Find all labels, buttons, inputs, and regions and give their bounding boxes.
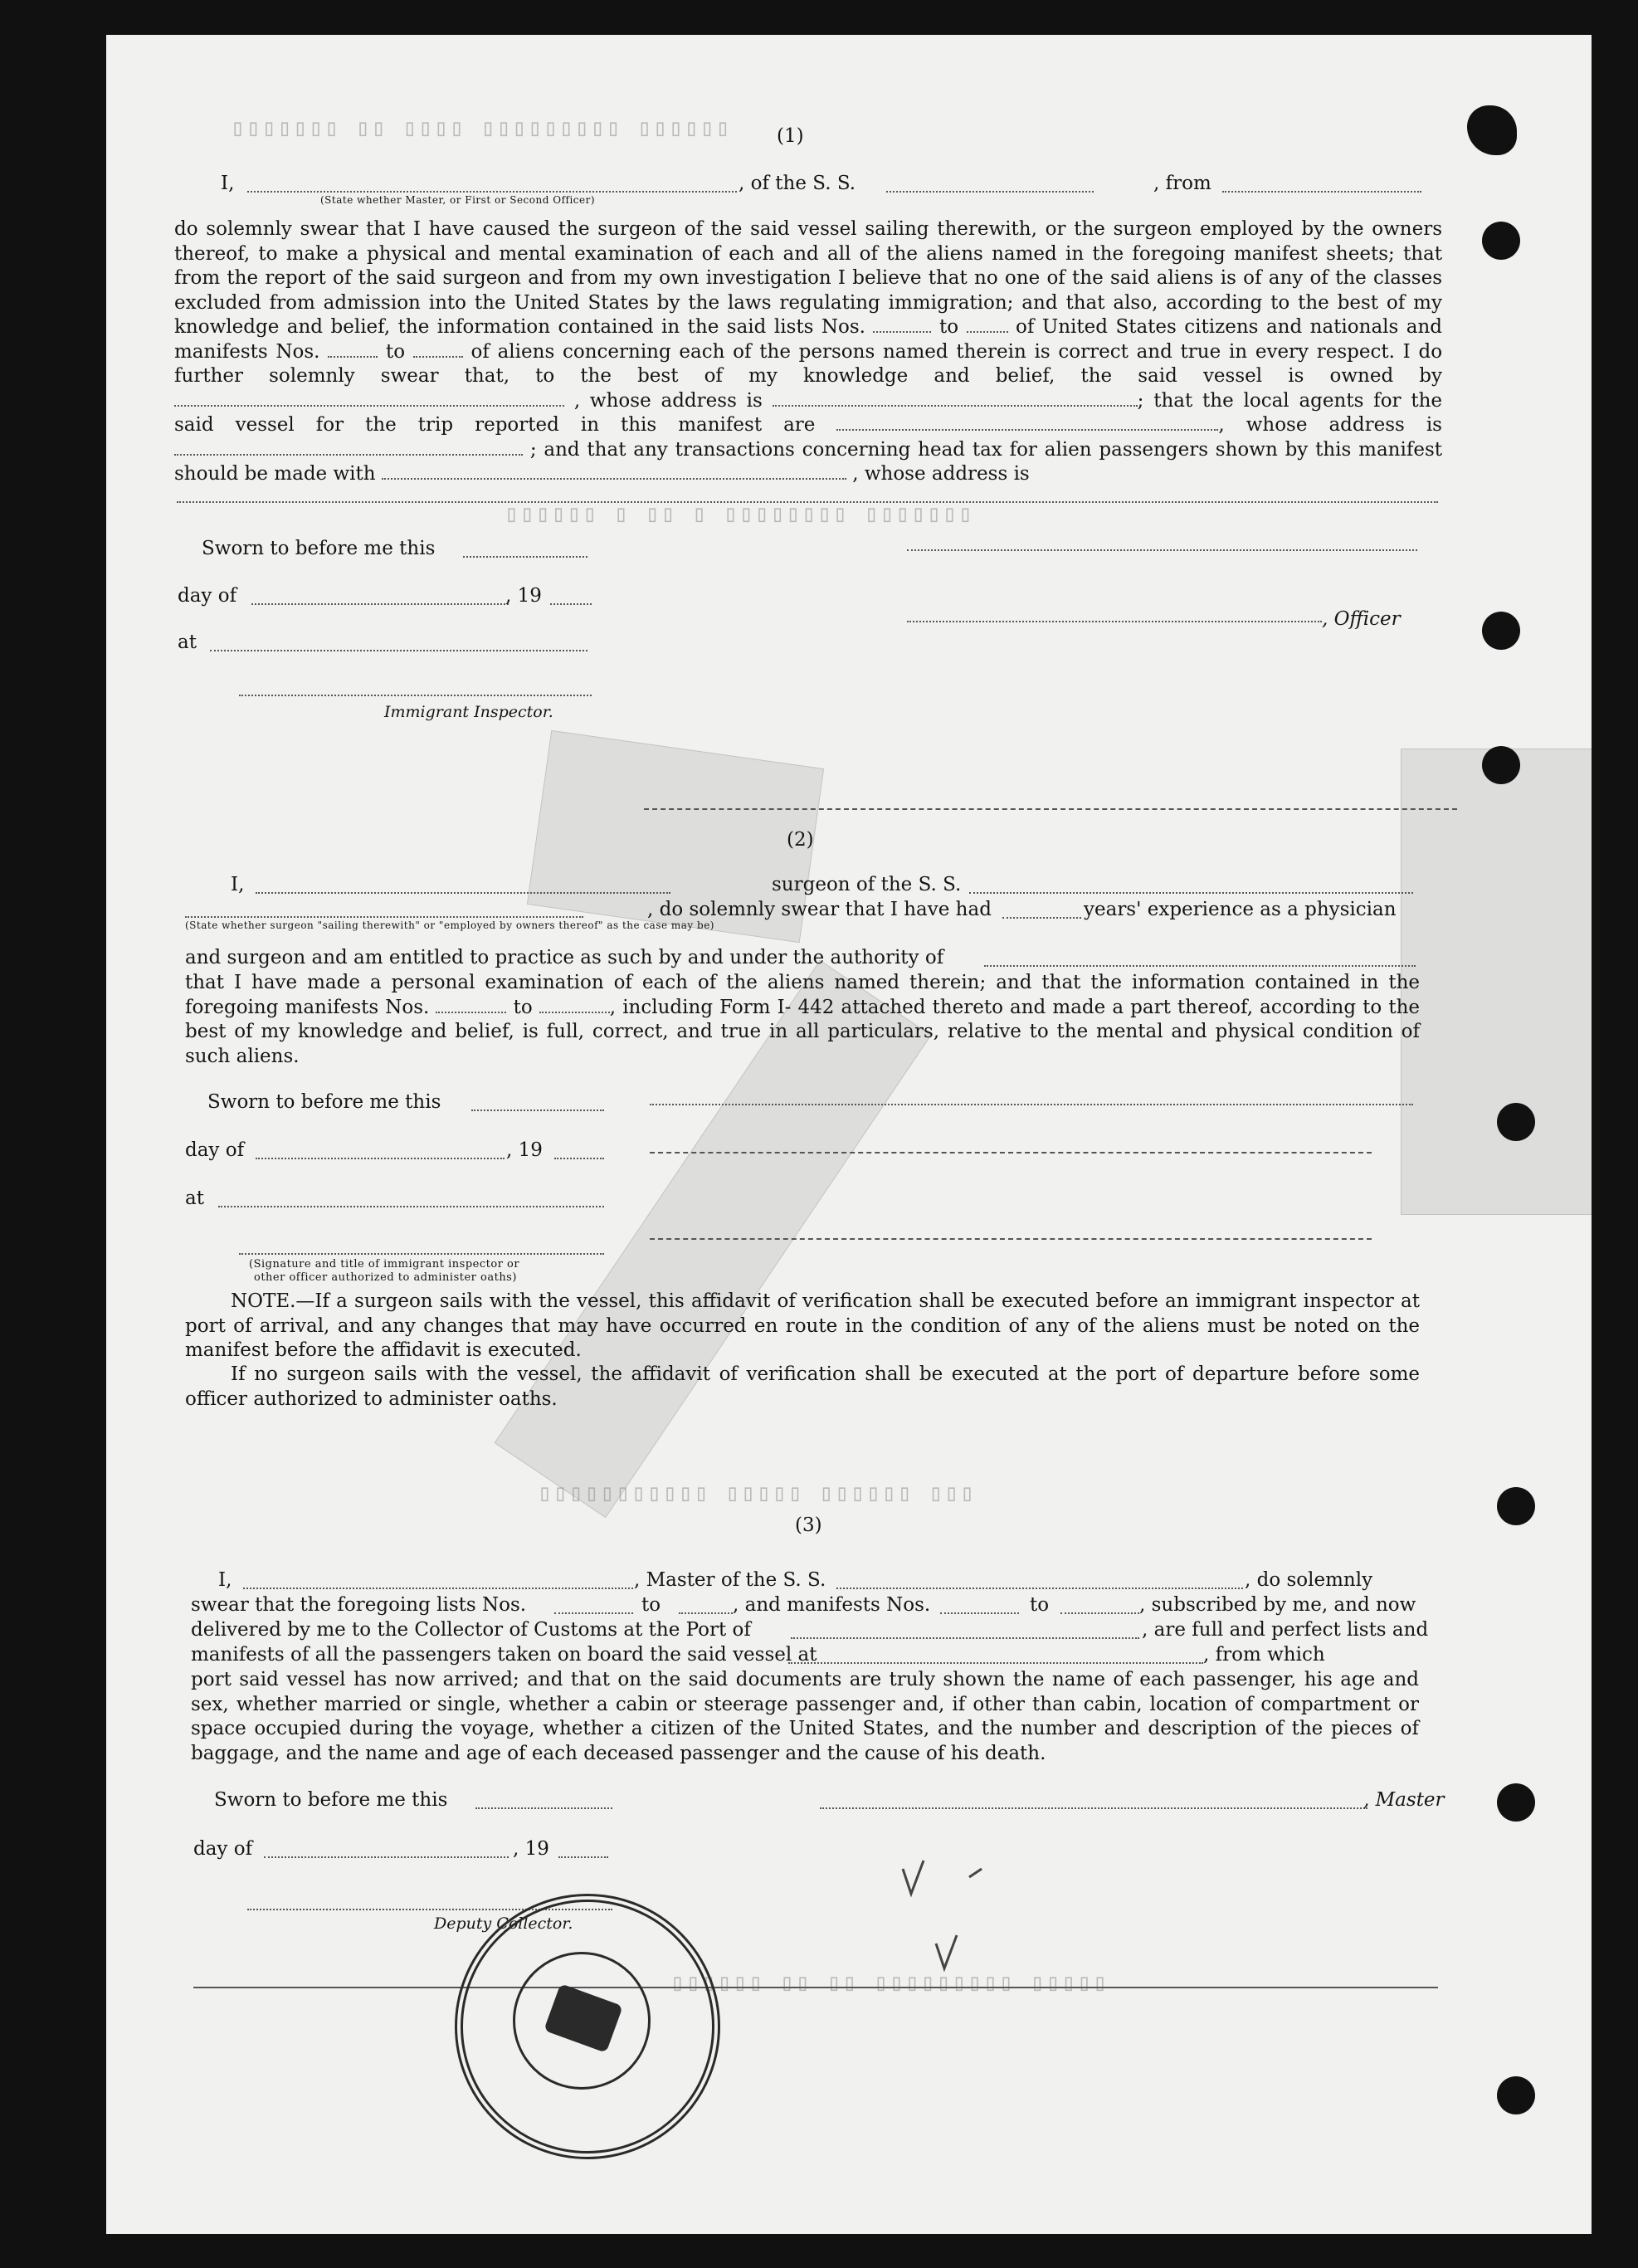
sworn-label-3: Sworn to before me this xyxy=(214,1789,448,1811)
agents-address-label: whose address is xyxy=(1246,414,1442,436)
year-field-1[interactable] xyxy=(550,603,592,605)
section-3-number: (3) xyxy=(795,1514,822,1536)
inspector-signature-field-2[interactable] xyxy=(239,1253,604,1255)
master-name-field[interactable] xyxy=(243,1588,633,1589)
officer-i-label: I, xyxy=(221,173,235,194)
boarded-at-field[interactable] xyxy=(788,1662,1203,1664)
oath-text: do solemnly swear that I have caused the surgeon of the said vessel sailing therewith, or the surgeon employed by the owners thereof, to make a physical and mental examination of each and all of the aliens named in the foregoing manifest sheets; that from the report of the said surgeon and from my own investigation I believe that no one of the said aliens is of any of the classes excluded from admission into the United States by the laws regulating immigration; and that also, according to the best of my knowledge and belief, the information contained in the said lists Nos. xyxy=(174,218,1442,338)
port-of-field[interactable] xyxy=(791,1637,1139,1639)
manifests-to-label: to xyxy=(385,340,406,363)
years-physician-label: years' experience as a physician xyxy=(1084,899,1397,920)
day-of-label-3: day of xyxy=(193,1838,253,1860)
punch-hole xyxy=(1497,1103,1535,1141)
punch-hole xyxy=(1497,1487,1535,1525)
witness-field-a[interactable] xyxy=(650,1104,1413,1105)
manifests-label-3: , and manifests Nos. xyxy=(733,1594,931,1616)
head-tax-text: ; and that any transactions concerning head tax for alien passengers shown by this manifest should be made with xyxy=(174,438,1442,485)
sworn-date-field-3[interactable] xyxy=(475,1807,612,1809)
section-2-number: (2) xyxy=(787,829,814,851)
bleed-through-text: ▯▯▯▯▯▯▯ ▯▯ ▯▯▯▯ ▯▯▯▯▯▯▯▯▯ ▯▯▯▯▯▯ xyxy=(231,114,732,141)
surgeon-ss-label: surgeon of the S. S. xyxy=(772,874,962,895)
bleed-through-text: ▯▯▯▯▯▯▯▯▯▯▯ ▯▯▯▯▯ ▯▯▯▯▯▯ ▯▯▯ xyxy=(538,1479,977,1506)
repair-tape xyxy=(1401,749,1592,1215)
lists-label: swear that the foregoing lists Nos. xyxy=(191,1594,527,1616)
from-label: , from xyxy=(1153,173,1211,194)
master-ss-label: , Master of the S. S. xyxy=(634,1569,826,1591)
officer-title: , Officer xyxy=(1322,608,1401,630)
perfect-lists-label: , are full and perfect lists and xyxy=(1142,1619,1429,1641)
surgeon-type-field[interactable] xyxy=(185,916,583,918)
day-of-field-3[interactable] xyxy=(264,1856,509,1858)
signer-note-1: (Signature and title of immigrant inspector or xyxy=(249,1258,520,1271)
day-of-label-1: day of xyxy=(178,585,237,607)
sworn-label-1: Sworn to before me this xyxy=(202,538,436,559)
surgeon-name-field[interactable] xyxy=(256,892,670,894)
ink-blot xyxy=(1467,105,1517,155)
manifest-verification-page xyxy=(106,35,1592,2234)
surgeon-i-label: I, xyxy=(231,874,245,895)
from-port-field[interactable] xyxy=(1222,191,1421,193)
officer-rank-field[interactable] xyxy=(247,191,737,193)
at-field-1[interactable] xyxy=(210,650,587,651)
agents-text: that the local agents for the said vessel for the trip reported in this manifest are xyxy=(174,389,1443,436)
examination-text: that I have made a personal examination of each of the aliens named therein; and that the information contained in the foregoing manifests Nos. xyxy=(185,972,1420,1018)
section-divider-1 xyxy=(644,808,1457,810)
master-i-label: I, xyxy=(218,1569,232,1591)
examination-text-rest: , including Form I- 442 attached thereto and made a part thereof, according to the best of my knowledge and belief, is full, correct, and true in all particulars, relative to the mental and physical condition of such aliens. xyxy=(185,996,1421,1067)
owner-text: of aliens concerning each of the persons named therein is correct and true in every respect. I do further solemnly swear that, to the best of my knowledge and belief, the said vessel is owned by xyxy=(174,340,1443,387)
subscribed-label: , subscribed by me, and now xyxy=(1139,1594,1416,1616)
surgeon-ship-field[interactable] xyxy=(969,892,1413,894)
witness-field-b[interactable] xyxy=(650,1152,1372,1154)
day-of-label-2: day of xyxy=(185,1139,245,1161)
manifests-to-label-3: to xyxy=(1030,1594,1050,1616)
years-experience-field[interactable] xyxy=(1002,917,1081,919)
punch-hole xyxy=(1497,2076,1535,2114)
manifests-to-field[interactable] xyxy=(1060,1612,1139,1614)
day-of-field-1[interactable] xyxy=(251,603,509,605)
punch-hole xyxy=(1482,222,1520,260)
officer-rank-note: (State whether Master, or First or Second Officer) xyxy=(320,194,596,206)
bottom-rule xyxy=(193,1987,1438,1988)
punch-hole xyxy=(1482,746,1520,784)
section-1-oath-paragraph: do solemnly swear that I have caused the surgeon of the said vessel sailing therewith, or the surgeon employed by the owners thereof, to make a physical and mental examination of each and all of the aliens named in the foregoing manifest sheets; that from the report of the said surgeon and from my own investigation I believe that no one of the said aliens is of any of the classes excluded from admission into the United States by the laws regulating immigration; and that also, according to the best of my knowledge and belief, the information contained in the said lists Nos. to of United States citizens and nationals and manifests Nos. to of aliens concerning each of the persons named therein is correct and true in every respect. I do further solemnly swear that, to the best of my knowledge and belief, the said vessel is owned by , whose address is ; that the local agents for the said vessel for the trip reported in this manifest are , whose address is ; and that any transactions concerning head tax for alien passengers shown by this manifest should be made with , whose address is xyxy=(174,218,1443,485)
head-tax-address-field[interactable] xyxy=(177,501,1438,503)
customs-seal-stamp xyxy=(455,1894,720,2159)
at-label-2: at xyxy=(185,1188,204,1209)
solemnly-label: , do solemnly xyxy=(1245,1569,1373,1591)
sworn-date-field-1[interactable] xyxy=(463,556,587,558)
section-1-number: (1) xyxy=(777,125,804,147)
citizens-manifest-text: of United States citizens and nationals and manifests Nos. xyxy=(174,316,1443,363)
owner-address-label: , whose address is xyxy=(573,389,763,412)
year-label-3: , 19 xyxy=(513,1838,549,1860)
day-of-field-2[interactable] xyxy=(256,1158,505,1159)
master-title: , Master xyxy=(1363,1789,1445,1811)
experience-label: , do solemnly swear that I have had xyxy=(647,899,992,920)
lists-to-label: to xyxy=(938,316,959,338)
officer-signature-field[interactable] xyxy=(907,549,1417,551)
head-tax-address-label: , whose address is xyxy=(852,463,1030,485)
year-field-2[interactable] xyxy=(554,1158,604,1159)
section-2-examination-paragraph xyxy=(185,971,1420,1069)
surgeon-type-note: (State whether surgeon "sailing therewith" or "employed by owners thereof" as the case may be) xyxy=(185,919,714,931)
master-ship-field[interactable] xyxy=(836,1588,1243,1589)
lists-to-field[interactable] xyxy=(679,1612,733,1614)
immigrant-inspector-label: Immigrant Inspector. xyxy=(384,703,553,721)
at-field-2[interactable] xyxy=(218,1206,604,1207)
authority-label: and surgeon and am entitled to practice as such by and under the authority of xyxy=(185,947,944,968)
authority-field[interactable] xyxy=(984,965,1416,967)
inspector-signature-field[interactable] xyxy=(239,695,592,696)
lists-to-label-3: to xyxy=(641,1594,661,1616)
year-field-3[interactable] xyxy=(558,1856,608,1858)
year-label-2: , 19 xyxy=(506,1139,543,1161)
port-of-label: delivered by me to the Collector of Customs at the Port of xyxy=(191,1619,751,1641)
master-signature-field[interactable] xyxy=(820,1807,1367,1809)
witness-field-c[interactable] xyxy=(650,1238,1372,1240)
year-label-1: , 19 xyxy=(505,585,542,607)
note-surgeon-sails: NOTE.—If a surgeon sails with the vessel, this affidavit of verification shall be executed before an immigrant inspector at port of arrival, and any changes that may have occurred en route in the condition of any of the aliens must be noted on the manifest before the affidavit is executed. xyxy=(185,1290,1420,1361)
note-no-surgeon: If no surgeon sails with the vessel, the affidavit of verification shall be executed at the port of departure before some officer authorized to administer oaths. xyxy=(185,1363,1420,1410)
ship-label: , of the S. S. xyxy=(739,173,856,194)
signer-note-2: other officer authorized to administer oaths) xyxy=(254,1271,517,1284)
from-which-label: , from which xyxy=(1203,1644,1325,1666)
surgeon-manifests-to-label: to xyxy=(513,996,533,1018)
section-3-passenger-paragraph: port said vessel has now arrived; and that on the said documents are truly shown the name of each passenger, his age and sex, whether married or single, whether a cabin or steerage passenger and, if other than cabin, location of compartment or space occupied during the voyage, whether a citizen of the United States, and the number and description of the pieces of baggage, and the name and age of each deceased passenger and the cause of his death. xyxy=(191,1669,1419,1764)
lists-from-field[interactable] xyxy=(554,1612,633,1614)
punch-hole xyxy=(1497,1783,1535,1822)
bleed-through-text: ▯▯▯▯▯▯ ▯ ▯▯ ▯ ▯▯▯▯▯▯▯▯ ▯▯▯▯▯▯▯ xyxy=(505,500,974,527)
boarded-at-label: manifests of all the passengers taken on board the said vessel at xyxy=(191,1644,817,1666)
deputy-collector-label: Deputy Collector. xyxy=(434,1914,573,1933)
sworn-label-2: Sworn to before me this xyxy=(207,1091,441,1113)
sworn-date-field-2[interactable] xyxy=(471,1110,604,1111)
bleed-through-text: ▯▯▯▯▯▯ ▯▯ ▯▯ ▯▯▯▯▯▯▯▯▯ ▯▯▯▯▯ xyxy=(670,1968,1109,1996)
ship-name-field[interactable] xyxy=(886,191,1094,193)
punch-hole xyxy=(1482,612,1520,650)
officer-name-field[interactable] xyxy=(907,621,1322,622)
manifests-from-field[interactable] xyxy=(940,1612,1019,1614)
at-label-1: at xyxy=(178,632,197,653)
handwritten-marks xyxy=(895,1844,1011,1977)
